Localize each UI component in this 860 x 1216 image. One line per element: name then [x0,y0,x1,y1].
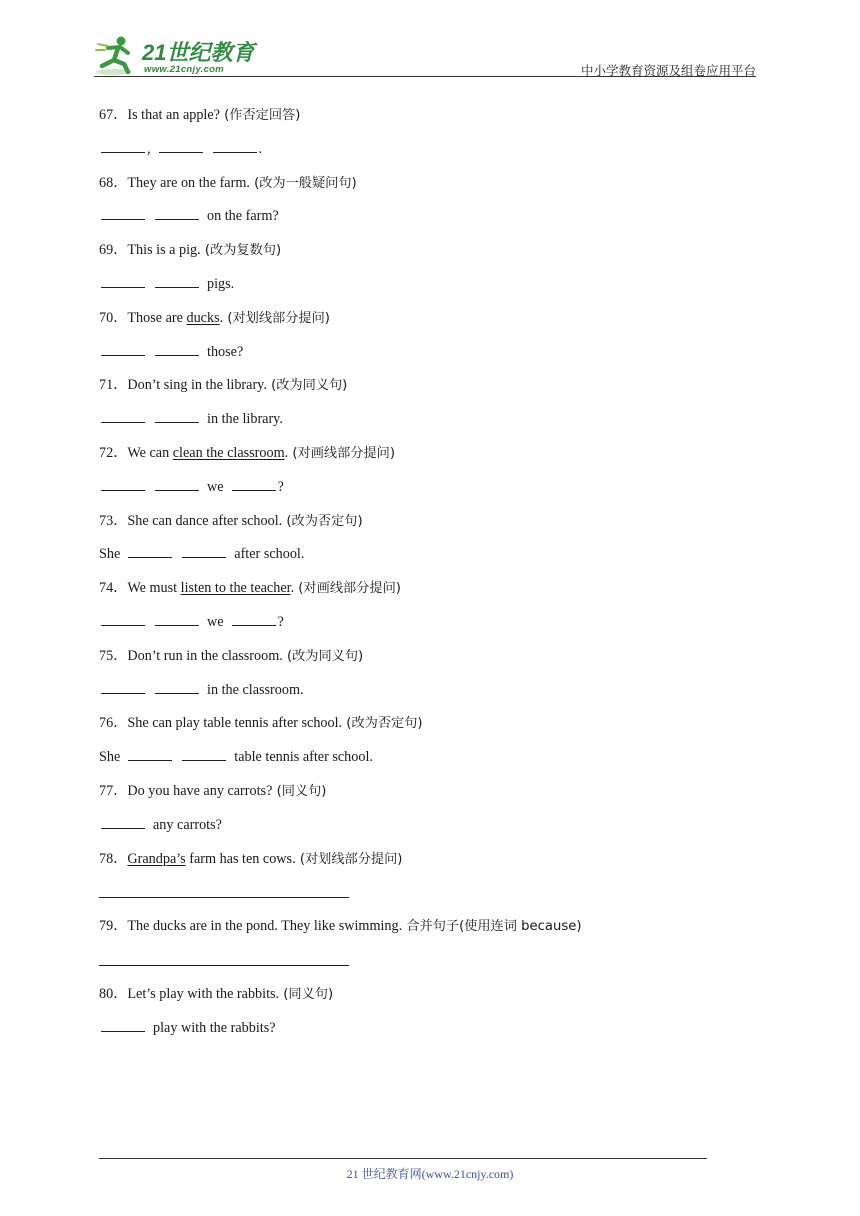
answer-blank[interactable] [155,611,199,626]
question-text-end: . [284,444,289,461]
answer-end: . [258,140,263,157]
answer-blank[interactable] [155,273,199,288]
question-number: 73． [99,512,128,529]
answer-76 [99,746,759,780]
answer-69 [99,273,759,307]
answer-start: She [99,749,121,766]
answer-word: we [207,478,224,495]
question-instruction: (同义句) [279,986,334,1002]
question-text-end: farm has ten cows. [185,850,296,867]
answer-75 [99,679,759,713]
question-text: This is a pig. [127,242,201,259]
answer-blank[interactable] [182,543,226,558]
question-instruction: (作否定回答) [219,108,301,123]
answer-separator: , [147,140,151,157]
answer-text: pigs. [207,275,235,292]
question-number: 77． [99,782,128,799]
underlined-phrase: Grandpa’s [127,850,186,867]
question-text: We can [127,444,173,461]
question-instruction: (对划线部分提问) [223,310,330,326]
question-text: Don’t sing in the library. [127,377,267,394]
answer-text: play with the rabbits? [153,1019,276,1036]
question-text: Is that an apple? [127,107,220,123]
question-number: 75． [99,647,128,664]
answer-80 [99,1017,759,1051]
question-69 [99,239,759,273]
answer-blank[interactable] [155,341,199,356]
answer-78 [99,881,759,915]
answer-text: any carrots? [153,816,222,833]
question-number: 72． [99,444,128,461]
question-instruction: 合并句子(使用连词 because) [402,919,582,935]
answer-line[interactable] [99,949,349,966]
question-79 [99,915,759,949]
question-number: 70． [99,309,128,326]
question-text: Those are [127,309,187,326]
question-instruction: (对画线部分提问) [294,581,401,597]
underlined-phrase: ducks [186,309,220,326]
answer-blank[interactable] [128,746,172,761]
answer-text: in the library. [207,411,283,428]
question-number: 68． [99,174,128,191]
answer-end: ? [277,613,284,630]
question-text: Don’t run in the classroom. [127,647,283,664]
answer-text: table tennis after school. [234,749,373,766]
answer-79 [99,949,759,983]
question-71 [99,374,759,408]
question-instruction: (同义句) [272,783,327,799]
answer-blank[interactable] [155,205,199,220]
question-instruction: (改为同义句) [282,648,364,664]
page-header [94,30,756,80]
question-number: 76． [99,715,128,732]
answer-blank[interactable] [213,138,257,153]
question-number: 71． [99,377,128,394]
question-number: 69． [99,242,128,259]
underlined-phrase: listen to the teacher [180,580,291,597]
answer-blank[interactable] [128,543,172,558]
answer-text: after school. [234,546,305,563]
answer-start: She [99,546,121,563]
answer-blank[interactable] [101,341,145,356]
answer-text: those? [207,343,244,360]
question-text: They are on the farm. [127,174,250,191]
answer-word: we [207,613,224,630]
question-76 [99,712,759,746]
answer-blank[interactable] [101,814,145,829]
question-instruction: (改为否定句) [342,716,423,732]
answer-77 [99,814,759,848]
question-number: 67． [99,107,128,123]
question-text: Let’s play with the rabbits. [127,985,280,1002]
answer-blank[interactable] [101,205,145,220]
question-68 [99,172,759,206]
answer-blank[interactable] [101,408,145,423]
answer-73 [99,543,759,577]
site-logo[interactable] [94,34,264,78]
question-instruction: (对画线部分提问) [288,445,395,461]
answer-blank[interactable] [101,476,145,491]
question-77 [99,780,759,814]
header-divider [94,76,756,77]
question-text: The ducks are in the pond. They like swimming. [127,918,403,935]
answer-71 [99,408,759,442]
question-instruction: (对划线部分提问) [295,851,403,867]
question-text-end: . [219,309,224,326]
question-instruction: (改为复数句) [200,243,282,259]
answer-blank[interactable] [232,476,276,491]
answer-blank[interactable] [101,611,145,626]
answer-blank[interactable] [155,408,199,423]
question-80 [99,983,759,1017]
question-78 [99,848,759,882]
question-number: 74． [99,580,128,597]
answer-blank[interactable] [232,611,276,626]
header-tagline: 中小学教育资源及组卷应用平台 [580,63,756,78]
question-text: Do you have any carrots? [127,782,273,799]
page-footer[interactable]: 21 世纪教育网(www.21cnjy.com) [346,1167,514,1181]
question-text: We must [127,580,181,597]
question-instruction: (改为否定句) [282,513,363,529]
question-text: She can dance after school. [127,512,283,529]
question-75 [99,645,759,679]
question-text-end: . [290,580,295,597]
answer-74 [99,611,759,645]
question-73 [99,510,759,544]
answer-blank[interactable] [155,476,199,491]
question-72 [99,442,759,476]
logo-text: 21世纪教育 [142,40,255,65]
answer-blank[interactable] [101,138,145,153]
runner-logo-icon [94,34,140,78]
answer-line[interactable] [99,881,349,898]
question-number: 80． [99,985,128,1002]
question-67 [99,104,759,138]
question-text: She can play table tennis after school. [127,715,343,732]
answer-67 [99,138,759,172]
underlined-phrase: clean the classroom [172,444,285,461]
question-instruction: (改为一般疑问句) [249,175,357,191]
footer-divider [99,1158,707,1159]
answer-blank[interactable] [101,273,145,288]
question-instruction: (改为同义句) [266,378,348,394]
answer-72 [99,476,759,510]
logo-url: www.21cnjy.com [144,64,225,75]
answer-text: on the farm? [207,208,279,225]
answer-blank[interactable] [101,1017,145,1032]
answer-end: ? [277,478,284,495]
answer-70 [99,341,759,375]
answer-68 [99,205,759,239]
answer-blank[interactable] [159,138,203,153]
question-number: 79． [99,918,128,935]
question-list [99,104,759,1050]
answer-blank[interactable] [182,746,226,761]
answer-text: in the classroom. [207,681,304,698]
question-74 [99,577,759,611]
question-70 [99,307,759,341]
answer-blank[interactable] [155,679,199,694]
answer-blank[interactable] [101,679,145,694]
question-number: 78． [99,850,128,867]
